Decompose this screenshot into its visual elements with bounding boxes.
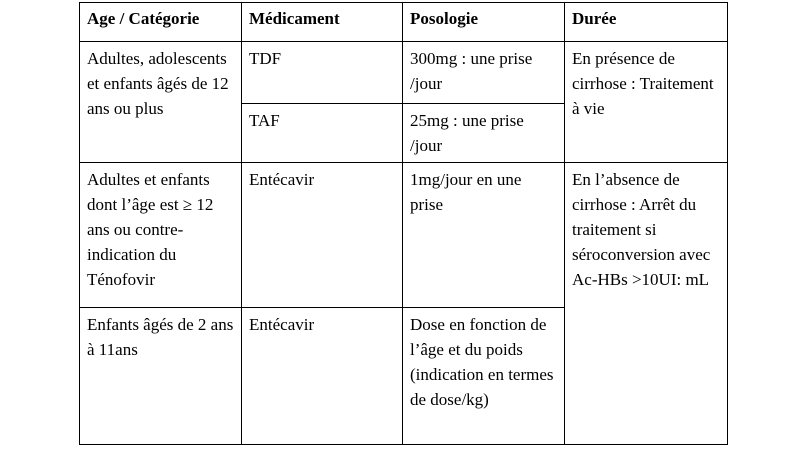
dosage-cell: 300mg : une prise /jour [403, 42, 565, 104]
dosage-cell: Dose en fonction de l’âge et du poids (indication en termes de dose/kg) [403, 308, 565, 445]
drug-cell: Entécavir [242, 308, 403, 445]
header-row [80, 3, 728, 42]
header-dosage: Posologie [403, 3, 565, 42]
drug-cell: TAF [242, 104, 403, 163]
dosage-cell: 1mg/jour en une prise [403, 163, 565, 308]
header-drug: Médicament [242, 3, 403, 42]
drug-cell: Entécavir [242, 163, 403, 308]
table-row [80, 42, 728, 104]
category-cell: Adultes, adolescents et enfants âgés de 12 ans ou plus [80, 42, 242, 163]
dosage-cell: 25mg : une prise /jour [403, 104, 565, 163]
duration-cell: En présence de cirrhose : Traitement à vie [565, 42, 728, 163]
category-cell: Adultes et enfants dont l’âge est ≥ 12 ans ou contre-indication du Ténofovir [80, 163, 242, 308]
drug-cell: TDF [242, 42, 403, 104]
category-cell: Enfants âgés de 2 ans à 11ans [80, 308, 242, 445]
table-row [80, 163, 728, 308]
header-duration: Durée [565, 3, 728, 42]
dosage-table [79, 2, 728, 445]
header-age-category: Age / Catégorie [80, 3, 242, 42]
duration-cell: En l’absence de cirrhose : Arrêt du traitement si séroconversion avec Ac-HBs >10UI: mL [565, 163, 728, 445]
